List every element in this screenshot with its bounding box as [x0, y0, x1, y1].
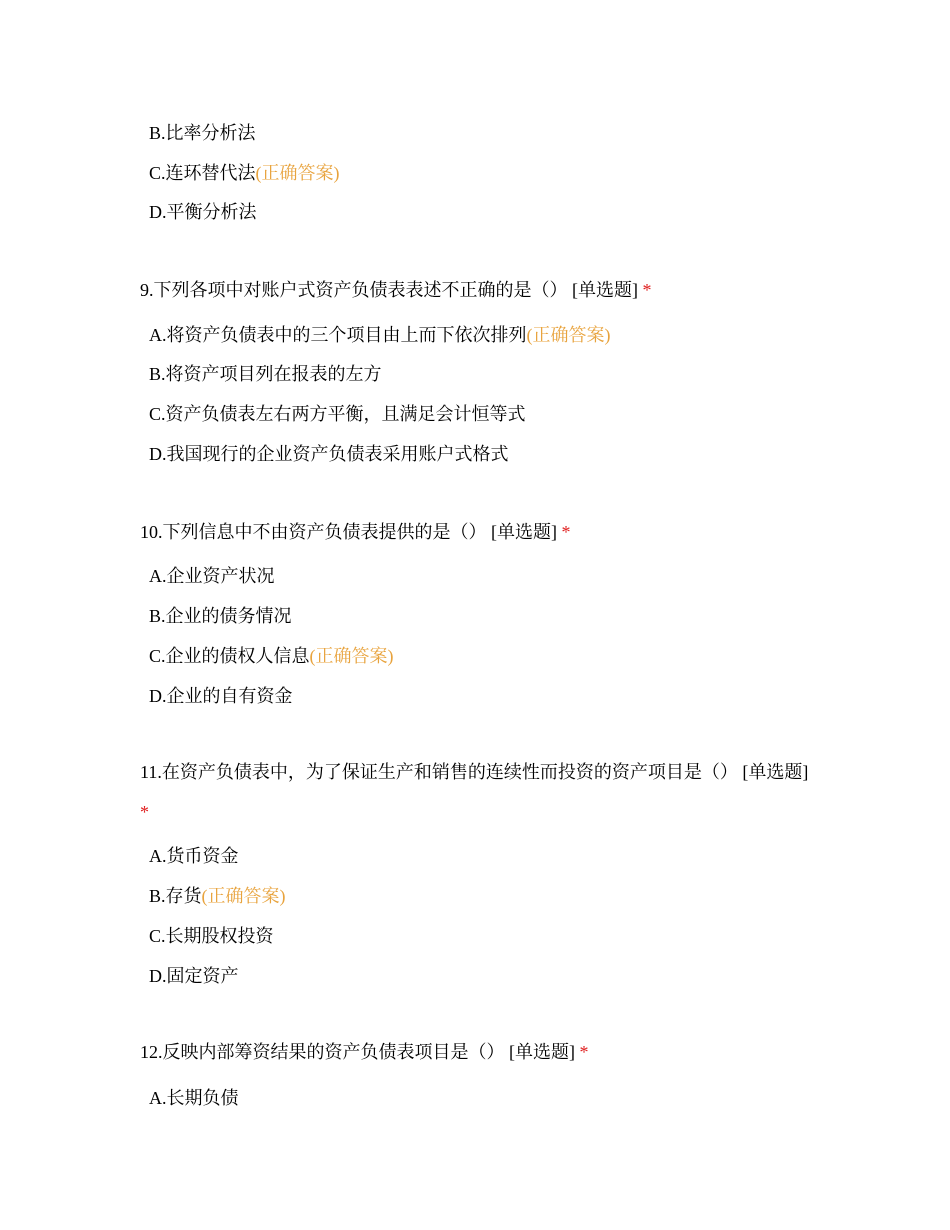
option-text: A.将资产负债表中的三个项目由上而下依次排列 [149, 325, 527, 345]
option-text: C.资产负债表左右两方平衡，且满足会计恒等式 [149, 404, 526, 424]
question-9-title [140, 270, 820, 310]
question-type-tag: [单选题] [742, 762, 809, 782]
option-b [149, 605, 292, 627]
question-text: 12.反映内部筹资结果的资产负债表项目是（） [140, 1042, 505, 1062]
option-text: B.企业的债务情况 [149, 606, 292, 626]
option-text: A.长期负债 [149, 1088, 239, 1108]
option-a [149, 845, 239, 867]
option-d [149, 443, 509, 465]
option-c [149, 162, 340, 184]
option-text: C.长期股权投资 [149, 926, 274, 946]
option-c [149, 925, 274, 947]
option-b [149, 363, 382, 385]
option-text: B.存货 [149, 886, 202, 906]
question-type-tag: [单选题] [491, 522, 557, 542]
option-d [149, 201, 257, 223]
option-text: C.企业的债权人信息 [149, 646, 310, 666]
option-a [149, 324, 611, 346]
option-a [149, 1087, 239, 1109]
option-text: D.固定资产 [149, 966, 239, 986]
option-b [149, 885, 286, 907]
option-d [149, 685, 293, 707]
option-text: A.企业资产状况 [149, 566, 275, 586]
option-d [149, 965, 239, 987]
required-mark: * [140, 802, 149, 822]
question-10-title [140, 512, 820, 552]
question-11-title [140, 752, 820, 832]
required-mark: * [579, 1042, 589, 1062]
correct-answer-mark: (正确答案) [255, 163, 340, 183]
option-text: D.平衡分析法 [149, 202, 257, 222]
option-text: D.企业的自有资金 [149, 686, 293, 706]
option-a [149, 565, 275, 587]
option-text: D.我国现行的企业资产负债表采用账户式格式 [149, 444, 509, 464]
question-text: 9.下列各项中对账户式资产负债表表述不正确的是（） [140, 280, 568, 300]
option-text: C.连环替代法 [149, 163, 256, 183]
correct-answer-mark: (正确答案) [201, 886, 286, 906]
question-text: 11.在资产负债表中，为了保证生产和销售的连续性而投资的资产项目是（） [140, 762, 738, 782]
question-type-tag: [单选题] [509, 1042, 575, 1062]
question-text: 10.下列信息中不由资产负债表提供的是（） [140, 522, 487, 542]
option-c [149, 645, 394, 667]
required-mark: * [561, 522, 571, 542]
option-b [149, 122, 256, 144]
correct-answer-mark: (正确答案) [309, 646, 394, 666]
option-text: B.比率分析法 [149, 123, 256, 143]
question-12-title [140, 1032, 820, 1072]
option-text: B.将资产项目列在报表的左方 [149, 364, 382, 384]
option-text: A.货币资金 [149, 846, 239, 866]
correct-answer-mark: (正确答案) [526, 325, 611, 345]
option-c [149, 403, 526, 425]
question-type-tag: [单选题] [572, 280, 638, 300]
required-mark: * [642, 280, 652, 300]
